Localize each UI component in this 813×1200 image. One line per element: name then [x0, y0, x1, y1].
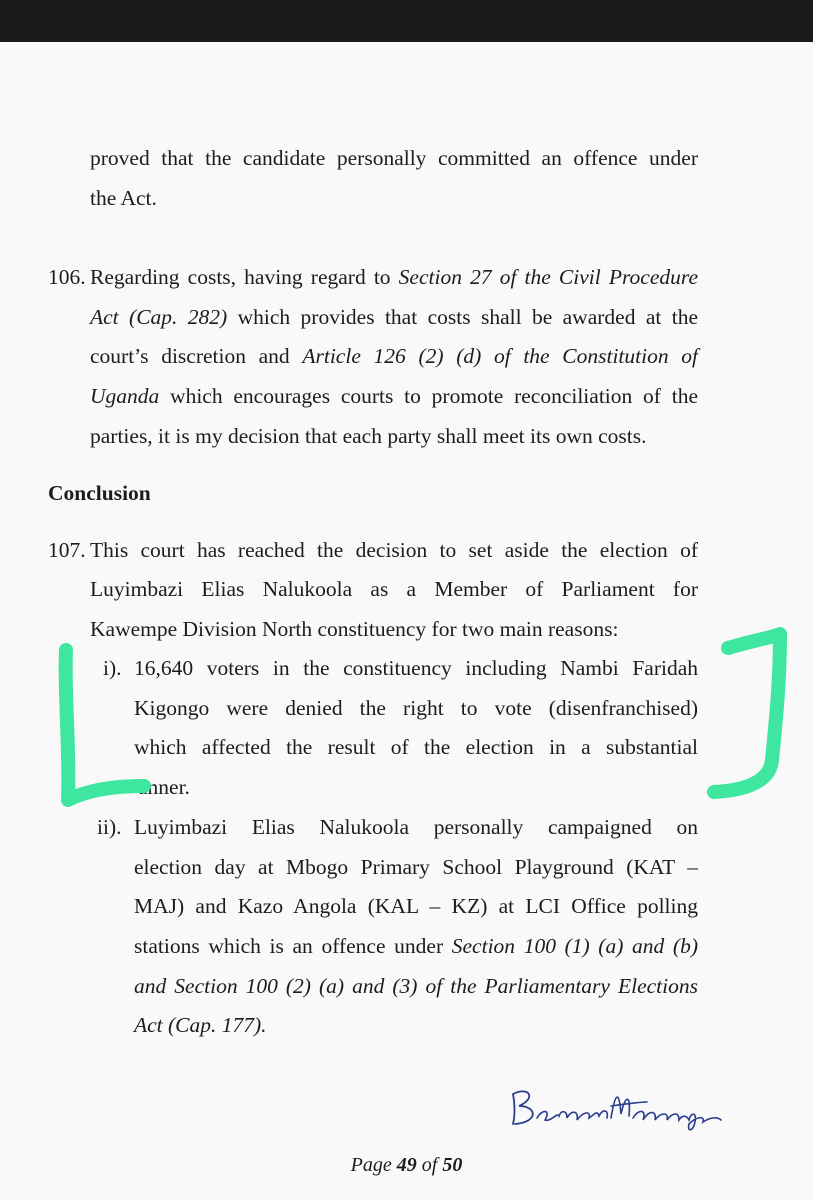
item-2-line-2: election day at Mbogo Primary School Playground (KAT – — [134, 855, 698, 879]
highlighter-bracket-left — [52, 640, 152, 810]
para-106-line-2: Act (Cap. 282) which provides that costs shall be awarded at the — [90, 305, 699, 329]
item-2-line-1: Luyimbazi Elias Nalukoola personally campaigned on — [134, 815, 698, 839]
item-1-line-4: anner. — [138, 775, 190, 799]
para-107-line-2: Luyimbazi Elias Nalukoola as a Member of Parliament for — [90, 577, 698, 601]
para-106-line-5: parties, it is my decision that each party shall meet its own costs. — [90, 424, 647, 448]
para-106-line-1: Regarding costs, having regard to Section 27 of the Civil Procedure — [90, 265, 698, 289]
continuation-line-1: proved that the candidate personally committed an offence under — [90, 146, 698, 170]
page-footer: Page 49 of 50 — [350, 1154, 463, 1176]
highlighter-bracket-right — [700, 620, 800, 810]
item-1-line-1: 16,640 voters in the constituency including Nambi Faridah — [134, 656, 698, 680]
para-106-number: 106. — [48, 265, 86, 289]
para-107-number: 107. — [48, 538, 86, 562]
para-107-line-3: Kawempe Division North constituency for two main reasons: — [90, 617, 619, 641]
section-heading: Conclusion — [48, 481, 151, 505]
item-1-line-3: which affected the result of the election in a substantial — [134, 735, 698, 759]
item-2-line-6: Act (Cap. 177). — [134, 1013, 267, 1037]
para-106-line-3: court’s discretion and Article 126 (2) (d) of the Constitution of — [90, 344, 698, 368]
item-2-line-4: stations which is an offence under Section 100 (1) (a) and (b) — [134, 934, 698, 958]
item-1-line-2: Kigongo were denied the right to vote (disenfranchised) — [134, 696, 698, 720]
item-1-marker: i). — [103, 656, 122, 680]
item-2-line-3: MAJ) and Kazo Angola (KAL – KZ) at LCI Office polling — [134, 894, 698, 918]
current-page-number: 49 — [396, 1154, 417, 1176]
para-106-line-4: Uganda which encourages courts to promote reconciliation of the — [90, 384, 698, 408]
para-107-line-1: This court has reached the decision to set aside the election of — [90, 538, 698, 562]
top-bar — [0, 0, 813, 42]
item-2-marker: ii). — [97, 815, 122, 839]
item-2-line-5: and Section 100 (2) (a) and (3) of the Parliamentary Elections — [134, 974, 698, 998]
continuation-line-2: the Act. — [90, 186, 157, 210]
signature-image — [507, 1076, 737, 1136]
total-pages-number: 50 — [442, 1154, 463, 1176]
